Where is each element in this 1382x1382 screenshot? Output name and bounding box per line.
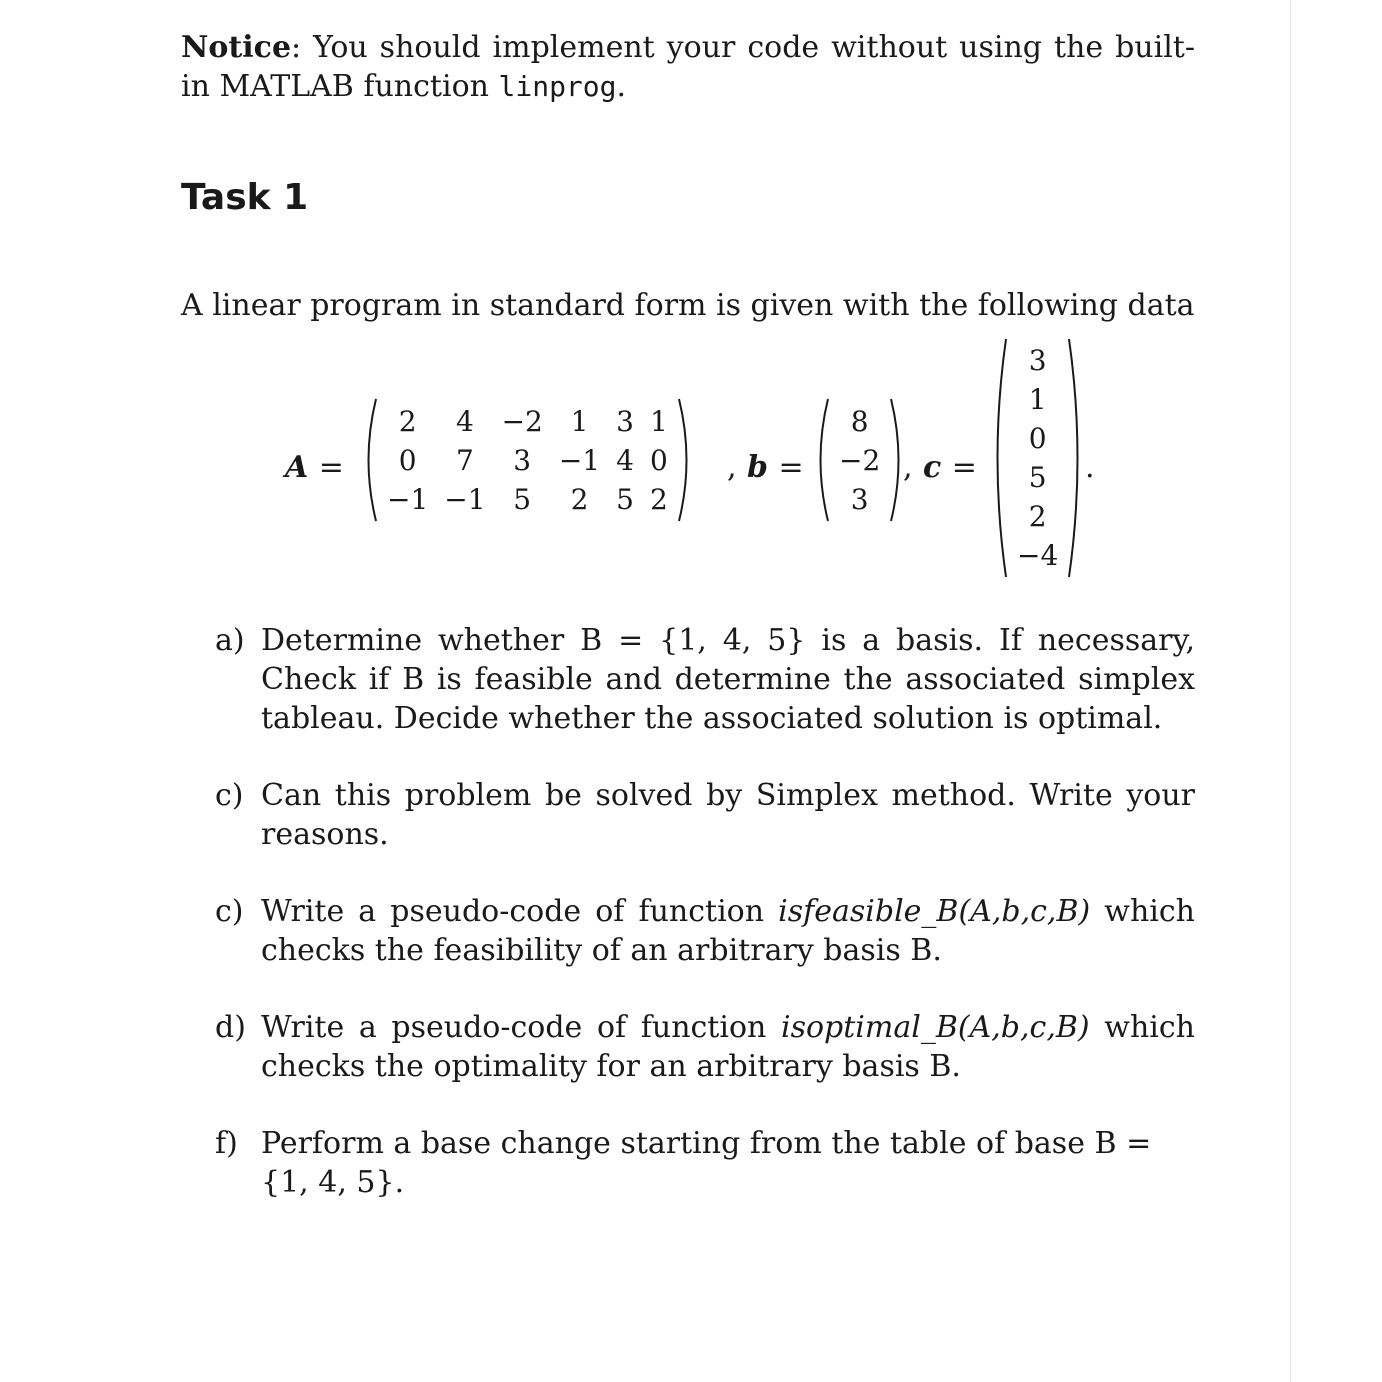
matrix-A-row bbox=[379, 480, 676, 519]
vector-c-cell: 3 bbox=[1028, 344, 1047, 377]
matrix-A-cell: 3 bbox=[513, 443, 532, 477]
function-name: isoptimal_B(A,b,c,B) bbox=[781, 1010, 1090, 1045]
vector-b bbox=[811, 395, 908, 525]
vector-c-row bbox=[1009, 536, 1066, 575]
left-paren-icon bbox=[359, 395, 379, 525]
vector-b-label: , b = bbox=[727, 450, 804, 485]
task-item-c: c) Write a pseudo-code of function isfeasible_B(A,b,c,B) which checks the feasibility of an arbitrary basis B. bbox=[215, 894, 1195, 968]
matrix-A-cell: −1 bbox=[444, 482, 486, 516]
vector-b-cell: −2 bbox=[839, 443, 881, 477]
matrix-A-cell: 1 bbox=[649, 404, 668, 438]
task-item-b: c) Can this problem be solved by Simplex method. Write your reasons. bbox=[215, 778, 1195, 852]
task-list bbox=[181, 621, 1195, 1202]
matrix-A-cell: 7 bbox=[456, 443, 474, 477]
right-paren-icon bbox=[676, 395, 696, 525]
vector-c-cell: 0 bbox=[1028, 422, 1047, 455]
matrix-A-cell: 0 bbox=[649, 443, 668, 477]
notice-paragraph bbox=[181, 28, 1195, 106]
matrix-A-cell: 4 bbox=[456, 404, 474, 438]
vector-b-table bbox=[831, 402, 888, 519]
matrix-A-cell: −1 bbox=[558, 443, 601, 477]
vector-c-label: , c = bbox=[903, 450, 977, 485]
notice-end: . bbox=[616, 69, 627, 104]
task-title: Task 1 bbox=[181, 177, 309, 218]
vector-c-cell: 5 bbox=[1028, 461, 1047, 494]
matrix-A-cell: −2 bbox=[501, 404, 543, 438]
matrix-A-cell: 5 bbox=[513, 482, 532, 516]
matrix-A-label: A = bbox=[285, 450, 344, 485]
matrix-A-cell: 4 bbox=[616, 443, 634, 477]
equation-period: . bbox=[1085, 450, 1095, 485]
task-item-a: a) Determine whether B = {1, 4, 5} is a basis. If necessary, Check if B is feasible and determine the associated simplex tableau. Decide whether the associated solution is optimal. bbox=[215, 623, 1195, 736]
equation-block bbox=[181, 344, 1195, 585]
vector-b-row bbox=[831, 402, 888, 441]
vector-c-row bbox=[1009, 497, 1066, 536]
notice-text: : You should implement your code without using the built-in MATLAB function bbox=[181, 30, 1195, 104]
vector-c-cell: 2 bbox=[1028, 500, 1047, 533]
vector-c-row bbox=[1009, 458, 1066, 497]
matrix-A-cell: 5 bbox=[616, 482, 634, 516]
matrix-A-cell: 3 bbox=[616, 404, 634, 438]
matrix-A-cell: 2 bbox=[570, 482, 589, 516]
function-name: isfeasible_B(A,b,c,B) bbox=[778, 894, 1091, 929]
vector-c-row bbox=[1009, 380, 1066, 419]
left-paren-icon bbox=[989, 335, 1009, 581]
task-item-d: d) Write a pseudo-code of function isoptimal_B(A,b,c,B) which checks the optimality for an arbitrary basis B. bbox=[215, 1010, 1195, 1084]
vector-c bbox=[989, 335, 1086, 581]
matrix-A bbox=[359, 395, 696, 525]
vector-c-table bbox=[1009, 341, 1066, 575]
vector-b-row bbox=[831, 441, 888, 480]
matrix-A-cell: 1 bbox=[570, 404, 589, 438]
matrix-A-cell: 2 bbox=[649, 482, 668, 516]
left-paren-icon bbox=[811, 395, 831, 525]
vector-b-cell: 3 bbox=[850, 482, 869, 516]
vector-c-cell: −4 bbox=[1017, 539, 1059, 572]
matrix-A-cell: 2 bbox=[398, 404, 417, 438]
matrix-A-table bbox=[379, 402, 676, 519]
matrix-A-row bbox=[379, 441, 676, 480]
task-item-f: f) Perform a base change starting from the table of base B = {1, 4, 5}. bbox=[215, 1126, 1152, 1200]
vector-c-row bbox=[1009, 419, 1066, 458]
notice-label: Notice bbox=[181, 30, 292, 65]
vector-b-row bbox=[831, 480, 888, 519]
intro-text: A linear program in standard form is given with the following data bbox=[181, 288, 1195, 323]
notice-code: linprog bbox=[498, 70, 617, 103]
vector-b-cell: 8 bbox=[850, 404, 869, 438]
document-page bbox=[181, 28, 1195, 1240]
matrix-A-cell: 0 bbox=[398, 443, 417, 477]
right-paren-icon bbox=[1066, 335, 1086, 581]
vector-c-cell: 1 bbox=[1028, 383, 1047, 416]
matrix-A-cell: −1 bbox=[387, 482, 429, 516]
page-edge-divider bbox=[1290, 0, 1291, 1382]
matrix-A-row bbox=[379, 402, 676, 441]
vector-c-row bbox=[1009, 341, 1066, 380]
